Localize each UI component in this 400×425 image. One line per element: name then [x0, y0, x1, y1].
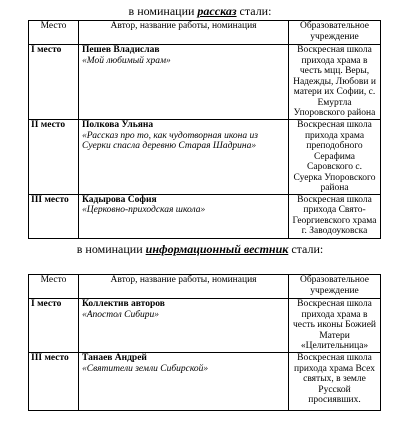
row-title: «Рассказ про то, как чудотворная икона из Суерки спасла деревню Старая Шадрина»	[82, 130, 258, 151]
section1-table	[28, 20, 381, 239]
row-place: III место	[29, 353, 79, 411]
column-header-work: Автор, название работы, номинация	[79, 275, 289, 299]
section2-heading-emphasis: информационный вестник	[145, 242, 289, 256]
row-institution: Воскресная школа прихода храма в честь иконы Божией Матери «Целительница»	[289, 299, 381, 353]
column-header-institution: Образовательное учреждение	[289, 275, 381, 299]
column-header-work: Автор, название работы, номинация	[79, 21, 289, 45]
section1-heading	[0, 4, 400, 18]
row-title: «Апостол Сибири»	[82, 309, 160, 320]
column-header-institution: Образовательное учреждение	[289, 21, 381, 45]
section2-heading-prefix: в номинации	[76, 242, 143, 256]
row-author: Кадырова София	[82, 194, 157, 205]
row-place: III место	[29, 194, 79, 238]
table-row	[29, 120, 381, 195]
row-work	[79, 194, 289, 238]
row-place: I место	[29, 45, 79, 120]
row-institution: Воскресная школа прихода храма Всех святых, в земле Русской просиявших.	[289, 353, 381, 411]
section2-table	[28, 274, 381, 411]
row-work	[79, 45, 289, 120]
row-work	[79, 120, 289, 195]
row-title: «Святители земли Сибирской»	[82, 363, 209, 374]
section2-heading-suffix: стали:	[291, 242, 324, 256]
row-place: I место	[29, 299, 79, 353]
column-header-place: Место	[29, 275, 79, 299]
row-author: Коллектив авторов	[82, 299, 165, 309]
section1-heading-emphasis: рассказ	[197, 4, 237, 18]
table-row	[29, 45, 381, 120]
section1-header-row	[29, 21, 381, 45]
row-author: Полкова Ульяна	[82, 120, 154, 130]
row-author: Пешев Владислав	[82, 45, 160, 55]
row-institution: Воскресная школа прихода храма преподобного Серафима Саровского с. Суерка Упоровского района	[289, 120, 381, 195]
table-row	[29, 299, 381, 353]
row-title: «Мой любимый храм»	[82, 55, 171, 66]
row-work	[79, 299, 289, 353]
row-title: «Церковно-приходская школа»	[82, 205, 206, 215]
section1-heading-suffix: стали:	[239, 4, 272, 18]
section1-heading-prefix: в номинации	[128, 4, 195, 18]
row-institution: Воскресная школа прихода храма в честь мцц. Веры, Надежды, Любови и матери их Софии, с. Емуртла Упоровского района	[289, 45, 381, 120]
table-row	[29, 194, 381, 238]
row-work	[79, 353, 289, 411]
row-place: II место	[29, 120, 79, 195]
section2-heading	[0, 242, 400, 256]
table-row	[29, 353, 381, 411]
column-header-place: Место	[29, 21, 79, 45]
section2-header-row	[29, 275, 381, 299]
row-institution: Воскресная школа прихода Свято-Георгиевского храма г. Заводоуковска	[289, 194, 381, 238]
row-author: Танаев Андрей	[82, 353, 147, 363]
